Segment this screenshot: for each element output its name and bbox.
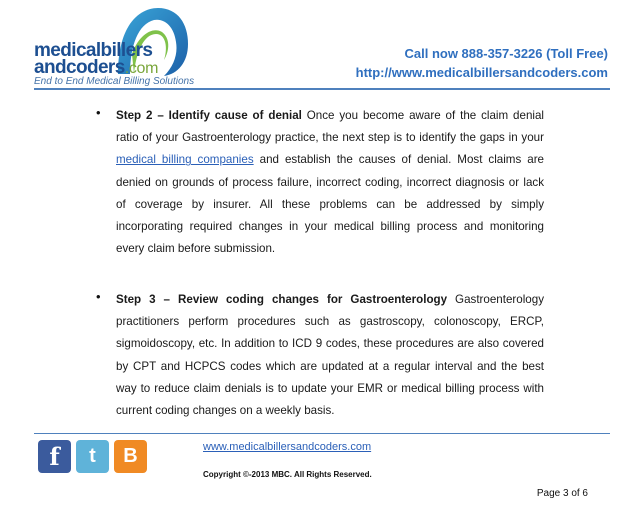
medical-billing-companies-link[interactable]: medical billing companies [116, 153, 254, 167]
header-divider [34, 88, 610, 90]
blogger-icon[interactable]: B [114, 440, 147, 473]
copyright-text: Copyright ©-2013 MBC. All Rights Reserved. [203, 470, 372, 479]
footer-divider [34, 433, 610, 434]
logo-dotcom: .com [124, 60, 159, 77]
tagline: End to End Medical Billing Solutions [34, 76, 195, 87]
company-logo [34, 4, 194, 82]
footer-website-link[interactable]: www.medicalbillersandcoders.com [203, 441, 372, 453]
step-3-heading: Step 3 – Review coding changes for Gastroenterology [116, 293, 448, 306]
social-links [38, 440, 147, 473]
logo-wordmark [34, 42, 158, 77]
header-website-link[interactable]: http://www.medicalbillersandcoders.com [355, 65, 608, 80]
step-2-heading: Step 2 – Identify cause of denial [116, 109, 302, 122]
page-number: Page 3 of 6 [536, 488, 588, 499]
step-3-text: Gastroenterology practitioners perform procedures such as gastroscopy, colonoscopy, ERCP, sigmoidoscopy, etc. In addition to ICD 9 codes, these procedures are also covered by CPT and HCPCS codes which are updated at a regular interval and the best way to reduce claim denials is to update your EMR or medical billing process with current coding changes on a weekly basis. [116, 293, 544, 418]
step-2-paragraph [94, 105, 544, 260]
facebook-icon[interactable]: f [38, 440, 71, 473]
phone-number: Call now 888-357-3226 (Toll Free) [404, 46, 608, 61]
contact-block [356, 44, 608, 82]
logo-line2 [34, 59, 158, 77]
logo-line2-main: andcoders [34, 57, 125, 78]
bullet-icon: • [96, 105, 101, 120]
bullet-icon: • [96, 289, 101, 304]
logo-line1: medicalbillers [34, 40, 153, 61]
step-3-paragraph [94, 289, 544, 422]
twitter-icon[interactable]: t [76, 440, 109, 473]
step-2-text-b: and establish the causes of denial. Most claims are denied on grounds of process failure, incorrect coding, incorrect diagnosis or lack of coverage by insurer. All these problems can be addressed by simply incorporating required changes in your medical billing process and monitoring every claim before submission. [116, 153, 544, 256]
step-2-text-a: Once you become aware of the claim denial ratio of your Gastroenterology practice, the next step is to identify the gaps in your [116, 109, 544, 145]
